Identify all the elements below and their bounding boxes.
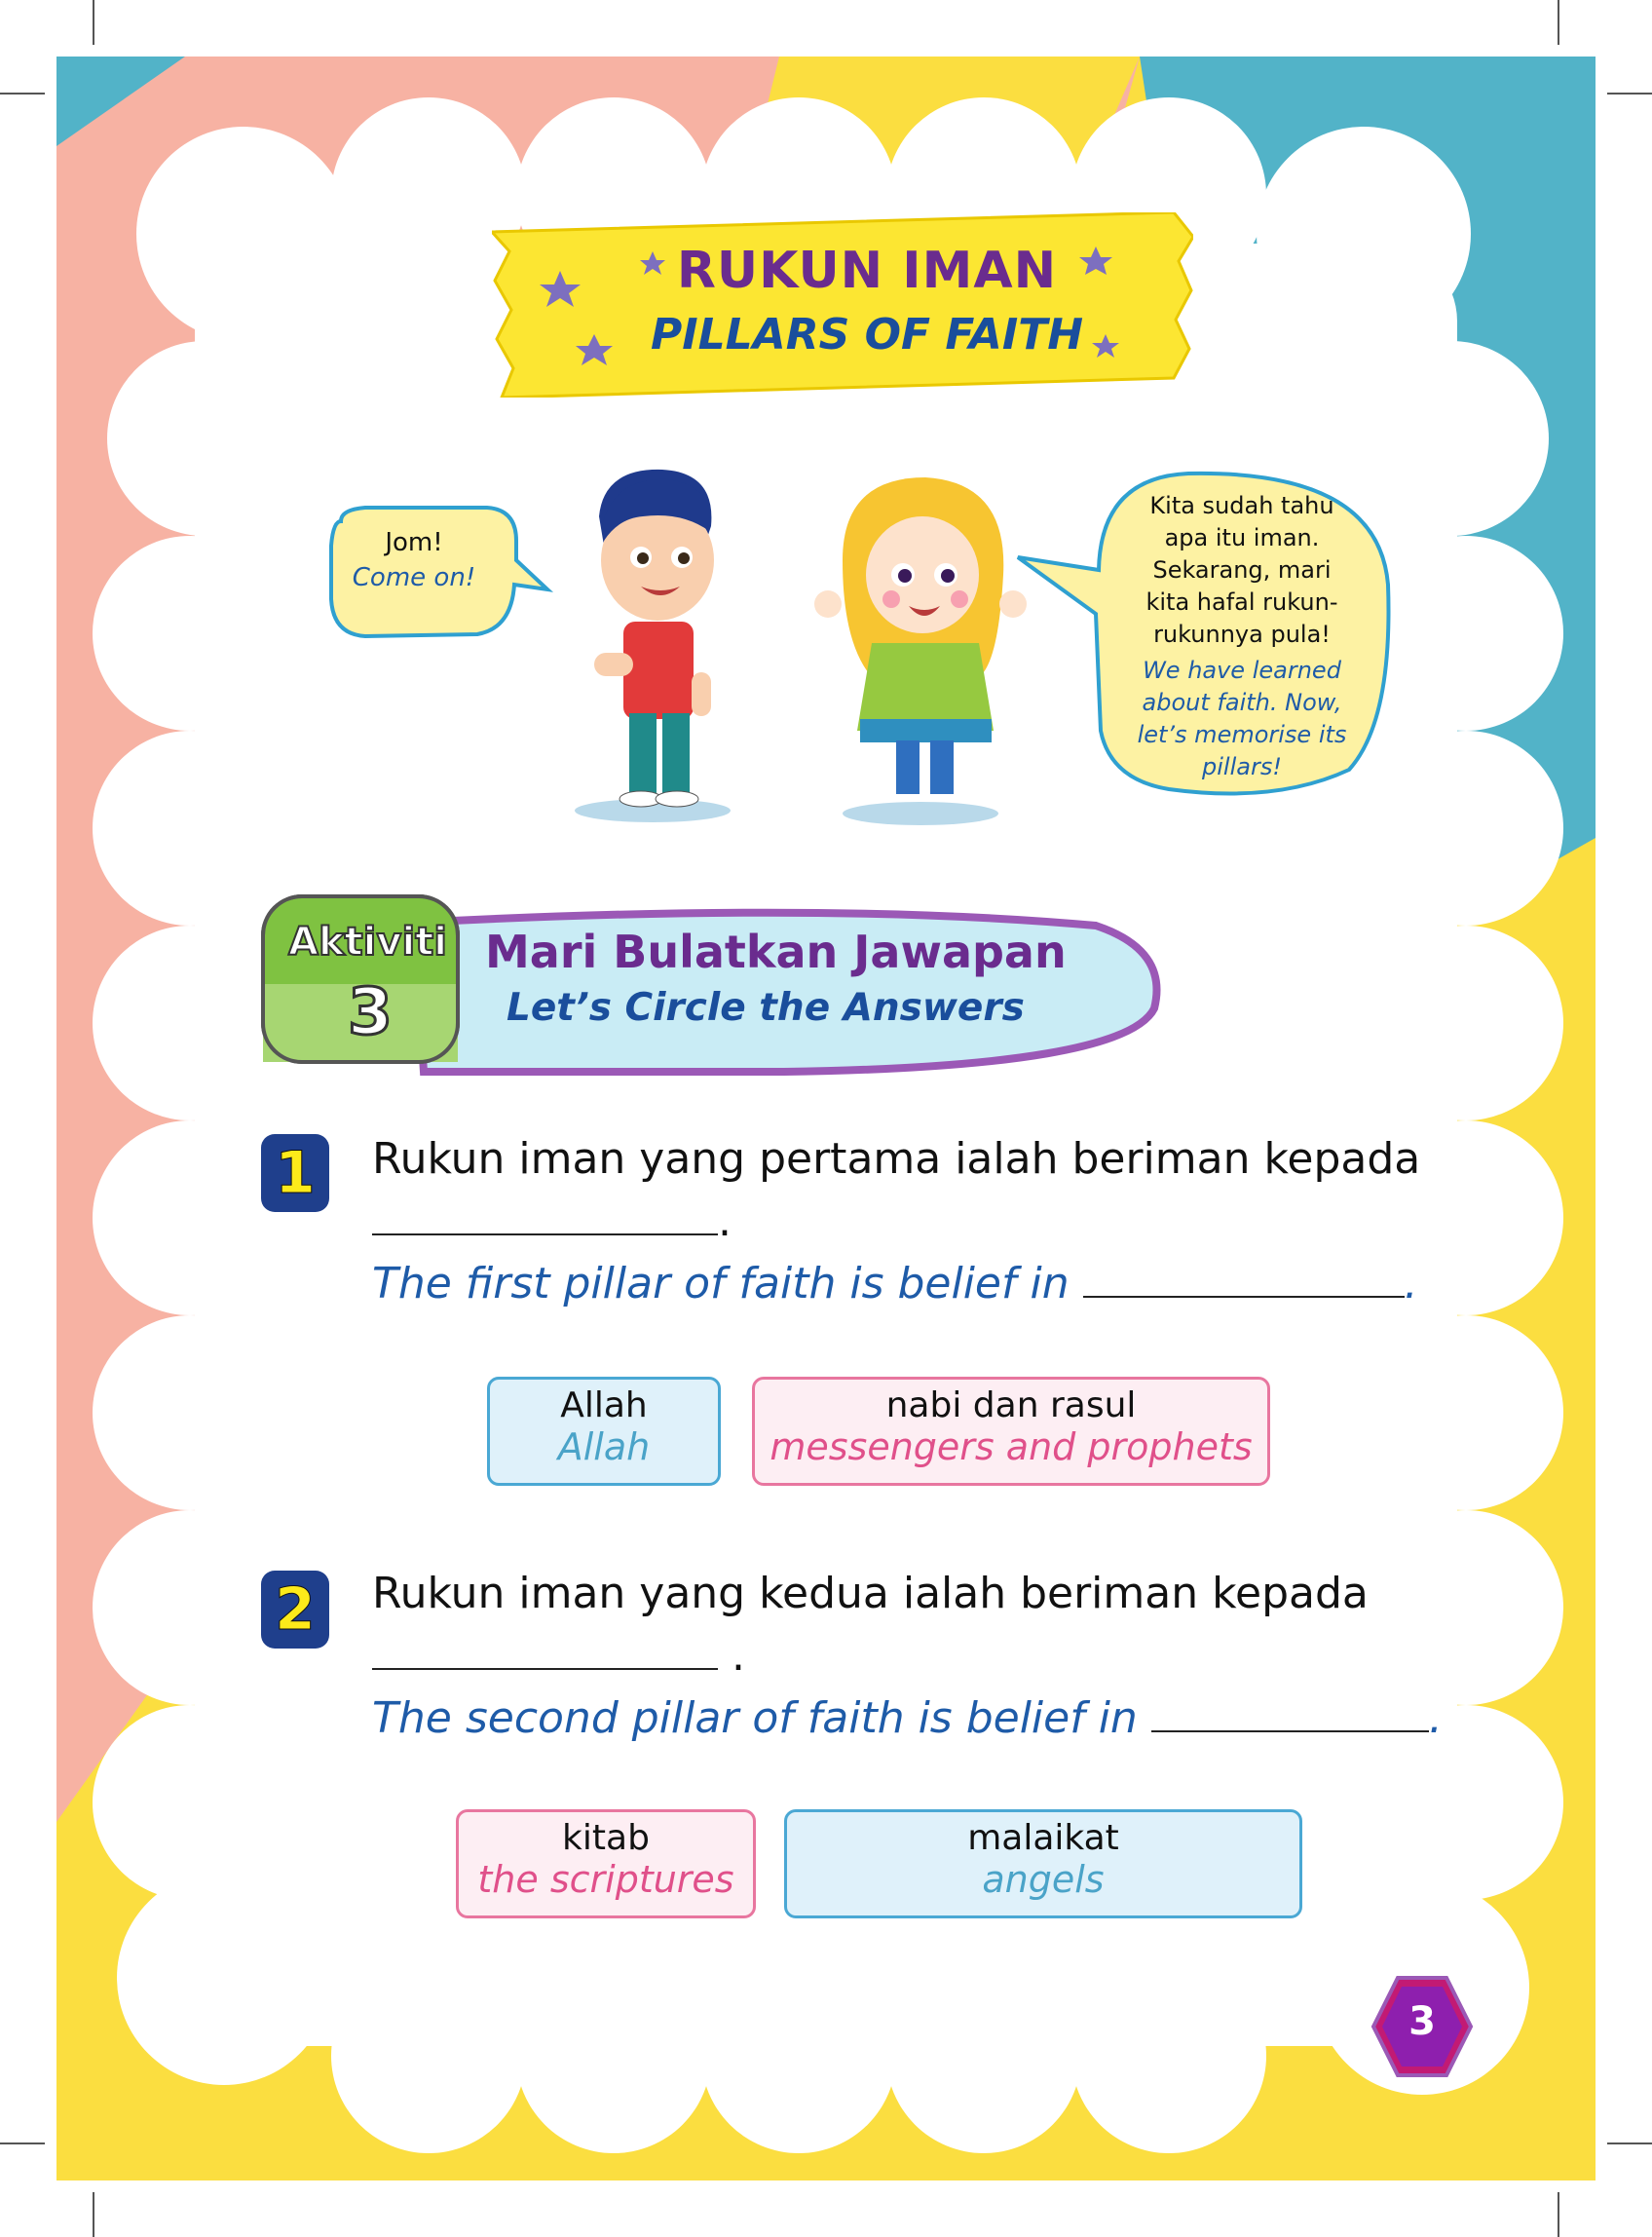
option-label-en: Allah xyxy=(557,1425,651,1468)
boy-speech-en: Come on! xyxy=(352,563,476,592)
option-nabi-dan-rasul[interactable] xyxy=(752,1377,1270,1486)
girl-speech-en-line: pillars! xyxy=(1202,753,1282,780)
girl-speech-en-line: We have learned xyxy=(1143,657,1341,684)
title-banner xyxy=(492,212,1193,398)
question-text-ms: Rukun iman yang pertama ialah beriman kepada xyxy=(372,1134,1421,1184)
option-label-ms: Allah xyxy=(560,1385,648,1425)
activity-subtitle: Let’s Circle the Answers xyxy=(507,986,1025,1030)
page-number: 3 xyxy=(1408,1999,1436,2044)
question-text-ms: Rukun iman yang kedua ialah beriman kepada xyxy=(372,1569,1369,1618)
option-allah[interactable] xyxy=(487,1377,721,1486)
girl-speech-ms-line: Sekarang, mari xyxy=(1152,556,1332,584)
activity-title: Mari Bulatkan Jawapan xyxy=(485,926,1067,978)
answer-blank-ms[interactable]: . xyxy=(372,1631,745,1681)
option-label-ms: malaikat xyxy=(967,1818,1119,1858)
option-label-ms: kitab xyxy=(562,1818,650,1858)
question-number: 1 xyxy=(261,1134,329,1212)
option-malaikat[interactable] xyxy=(784,1809,1302,1918)
girl-speech-ms xyxy=(1096,490,1388,651)
option-label-ms: nabi dan rasul xyxy=(885,1385,1137,1425)
option-label-en: angels xyxy=(982,1858,1105,1901)
boy-speech-ms: Jom! xyxy=(385,528,443,557)
girl-speech-en-line: let’s memorise its xyxy=(1137,721,1347,748)
page-title: RUKUN IMAN xyxy=(676,242,1058,300)
activity-number: 3 xyxy=(348,974,393,1049)
answer-blank-en[interactable] xyxy=(1151,1730,1429,1732)
girl-speech-ms-line: kita hafal rukun- xyxy=(1145,588,1338,616)
answer-blank-ms[interactable]: . xyxy=(372,1196,732,1246)
girl-speech-ms-line: apa itu iman. xyxy=(1164,524,1320,551)
girl-character xyxy=(813,468,1028,828)
option-label-en: messengers and prophets xyxy=(770,1425,1253,1468)
question-text-en: The second pillar of faith is belief in xyxy=(372,1693,1138,1743)
option-label-en: the scriptures xyxy=(477,1858,734,1901)
boy-character xyxy=(555,458,750,828)
question-text-en: The first pillar of faith is belief in xyxy=(372,1259,1070,1308)
girl-speech-ms-line: Kita sudah tahu xyxy=(1149,492,1334,519)
option-kitab[interactable] xyxy=(456,1809,756,1918)
answer-blank-en[interactable] xyxy=(1083,1296,1405,1298)
question-number: 2 xyxy=(261,1571,329,1649)
girl-speech-en xyxy=(1096,655,1388,783)
girl-speech-en-line: about faith. Now, xyxy=(1142,689,1342,716)
page-subtitle: PILLARS OF FAITH xyxy=(650,310,1084,360)
activity-label: Aktiviti xyxy=(287,920,447,965)
question-text-en-row: The second pillar of faith is belief in . xyxy=(372,1693,1443,1743)
girl-speech-ms-line: rukunnya pula! xyxy=(1153,621,1331,648)
question-text-en-row: The first pillar of faith is belief in . xyxy=(372,1259,1418,1308)
